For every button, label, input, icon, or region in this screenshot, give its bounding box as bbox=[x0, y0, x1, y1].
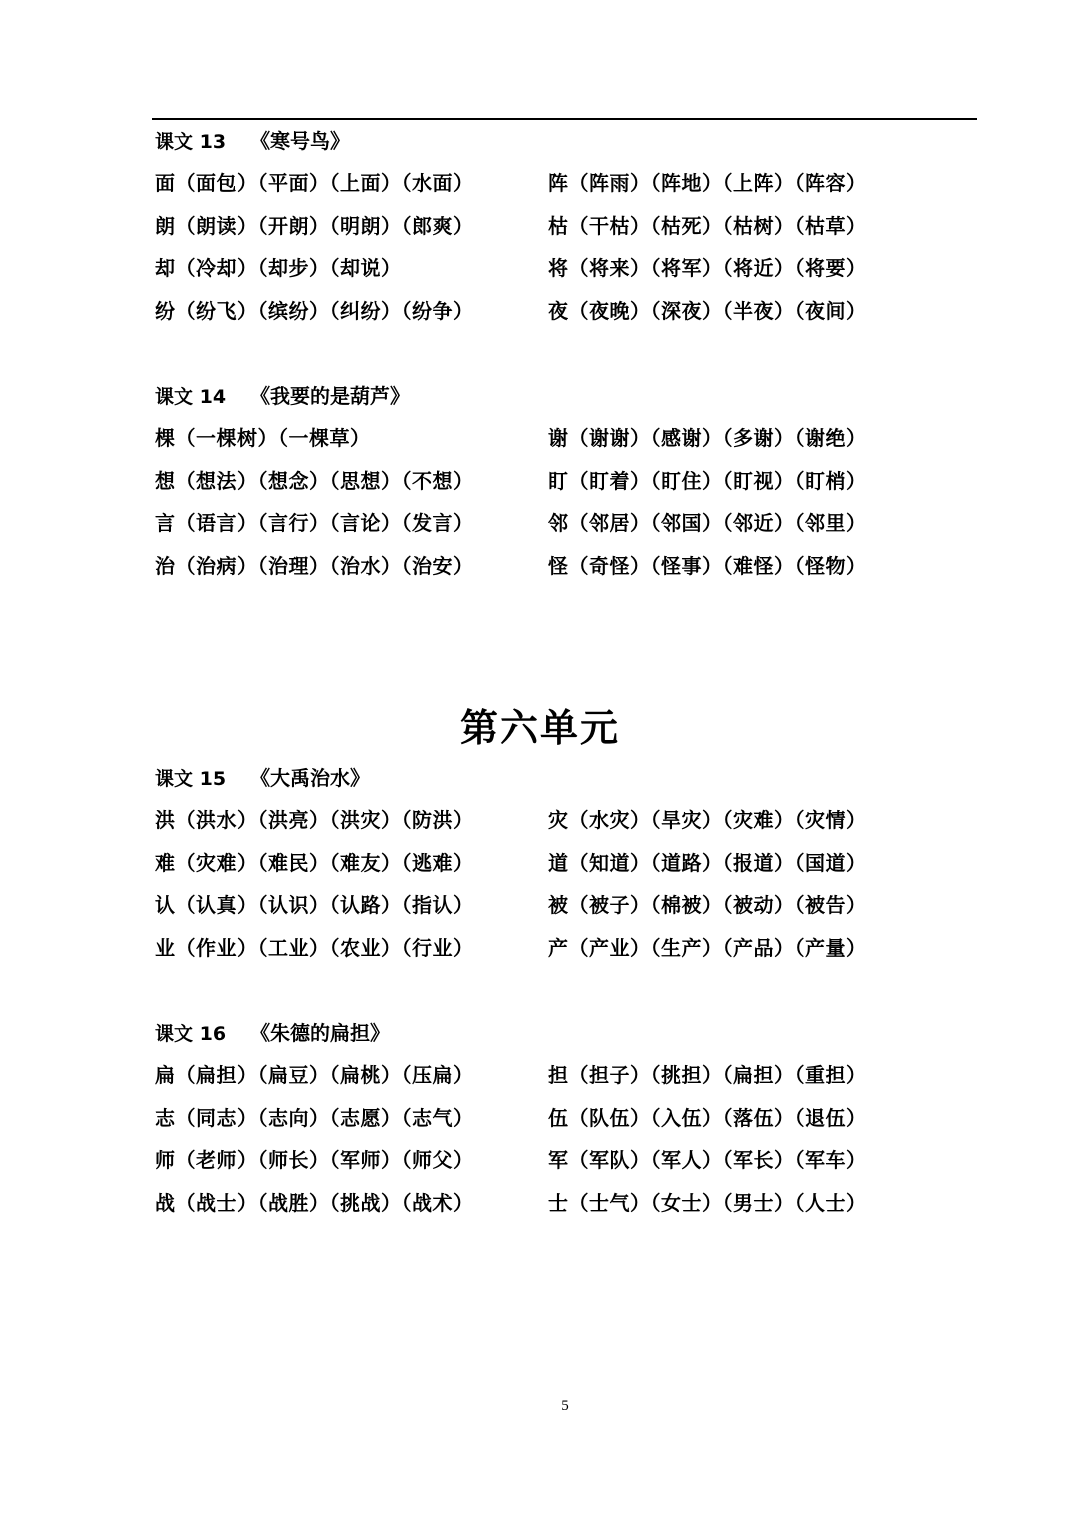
word-entry-left: 业（作业）（工业）（农业）（行业） bbox=[155, 935, 474, 960]
lesson-number: 课文 13 bbox=[155, 131, 227, 153]
word-row bbox=[155, 162, 915, 205]
word-row bbox=[155, 1097, 915, 1140]
word-entry-right: 谢（谢谢）（感谢）（多谢）（谢绝） bbox=[548, 426, 867, 450]
word-entry-left: 棵（一棵树）（一棵草） bbox=[155, 426, 371, 450]
word-entry-right: 将（将来）（将军）（将近）（将要） bbox=[548, 256, 867, 280]
word-entry-left: 战（战士）（战胜）（挑战）（战术） bbox=[155, 1190, 474, 1215]
word-row bbox=[155, 799, 915, 842]
word-entry-right: 被（被子）（棉被）（被动）（被告） bbox=[548, 893, 867, 917]
word-entry-right: 产（产业）（生产）（产品）（产量） bbox=[548, 935, 867, 960]
word-entry-left: 志（同志）（志向）（志愿）（志气） bbox=[155, 1105, 474, 1130]
word-entry-right: 道（知道）（道路）（报道）（国道） bbox=[548, 850, 867, 875]
word-entry-left: 师（老师）（师长）（军师）（师父） bbox=[155, 1148, 474, 1172]
unit-heading: 第六单元 bbox=[459, 705, 620, 750]
word-row bbox=[155, 205, 915, 248]
word-entry-right: 士（士气）（女士）（男士）（人士） bbox=[548, 1190, 867, 1215]
word-entry-right: 伍（队伍）（入伍）（落伍）（退伍） bbox=[548, 1105, 867, 1130]
word-entry-right: 军（军队）（军人）（军长）（军车） bbox=[548, 1148, 867, 1172]
word-entry-left: 扁（扁担）（扁豆）（扁桃）（压扁） bbox=[155, 1063, 474, 1087]
word-row bbox=[155, 1139, 915, 1182]
word-entry-left: 洪（洪水）（洪亮）（洪灾）（防洪） bbox=[155, 808, 474, 832]
word-entry-right: 盯（盯着）（盯住）（盯视）（盯梢） bbox=[548, 468, 867, 493]
word-entry-left: 难（灾难）（难民）（难友）（逃难） bbox=[155, 850, 474, 875]
word-entry-right: 阵（阵雨）（阵地）（上阵）（阵容） bbox=[548, 171, 867, 195]
lesson-name: 《寒号鸟》 bbox=[250, 129, 351, 153]
word-entry-right: 邻（邻居）（邻国）（邻近）（邻里） bbox=[548, 511, 867, 535]
lesson-number: 课文 14 bbox=[155, 386, 227, 408]
word-entry-left: 纷（纷飞）（缤纷）（纠纷）（纷争） bbox=[155, 298, 474, 323]
word-row bbox=[155, 460, 915, 503]
word-entry-right: 怪（奇怪）（怪事）（难怪）（怪物） bbox=[548, 553, 867, 578]
word-row bbox=[155, 884, 915, 927]
lesson-name: 《大禹治水》 bbox=[250, 766, 371, 790]
lesson-15 bbox=[155, 757, 915, 969]
lesson-name: 《我要的是葫芦》 bbox=[250, 384, 411, 408]
lesson-number: 课文 15 bbox=[155, 768, 227, 790]
word-entry-right: 灾（水灾）（旱灾）（灾难）（灾情） bbox=[548, 808, 867, 832]
word-entry-left: 言（语言）（言行）（言论）（发言） bbox=[155, 511, 474, 535]
word-row bbox=[155, 502, 915, 545]
lesson-13 bbox=[155, 120, 915, 332]
word-row bbox=[155, 545, 915, 588]
lesson-14 bbox=[155, 375, 915, 587]
lesson-title bbox=[155, 120, 915, 162]
word-row bbox=[155, 417, 915, 460]
word-entry-left: 认（认真）（认识）（认路）（指认） bbox=[155, 893, 474, 917]
word-entry-left: 却（冷却）（却步）（却说） bbox=[155, 256, 402, 280]
lesson-16 bbox=[155, 1012, 915, 1224]
word-entry-left: 治（治病）（治理）（治水）（治安） bbox=[155, 553, 474, 578]
page-number: 5 bbox=[561, 1398, 569, 1414]
word-row bbox=[155, 247, 915, 290]
word-row bbox=[155, 927, 915, 970]
word-entry-left: 朗（朗读）（开朗）（明朗）（郎爽） bbox=[155, 213, 474, 238]
word-row bbox=[155, 1182, 915, 1225]
word-row bbox=[155, 842, 915, 885]
lesson-name: 《朱德的扁担》 bbox=[250, 1021, 391, 1045]
lesson-number: 课文 16 bbox=[155, 1023, 227, 1045]
word-entry-left: 想（想法）（想念）（思想）（不想） bbox=[155, 468, 474, 493]
word-entry-right: 枯（干枯）（枯死）（枯树）（枯草） bbox=[548, 213, 867, 238]
word-row bbox=[155, 290, 915, 333]
word-entry-right: 夜（夜晚）（深夜）（半夜）（夜间） bbox=[548, 298, 867, 323]
word-row bbox=[155, 1054, 915, 1097]
lesson-title bbox=[155, 1012, 915, 1054]
lesson-title bbox=[155, 757, 915, 799]
word-entry-right: 担（担子）（挑担）（扁担）（重担） bbox=[548, 1063, 867, 1087]
lesson-title bbox=[155, 375, 915, 417]
word-entry-left: 面（面包）（平面）（上面）（水面） bbox=[155, 171, 474, 195]
